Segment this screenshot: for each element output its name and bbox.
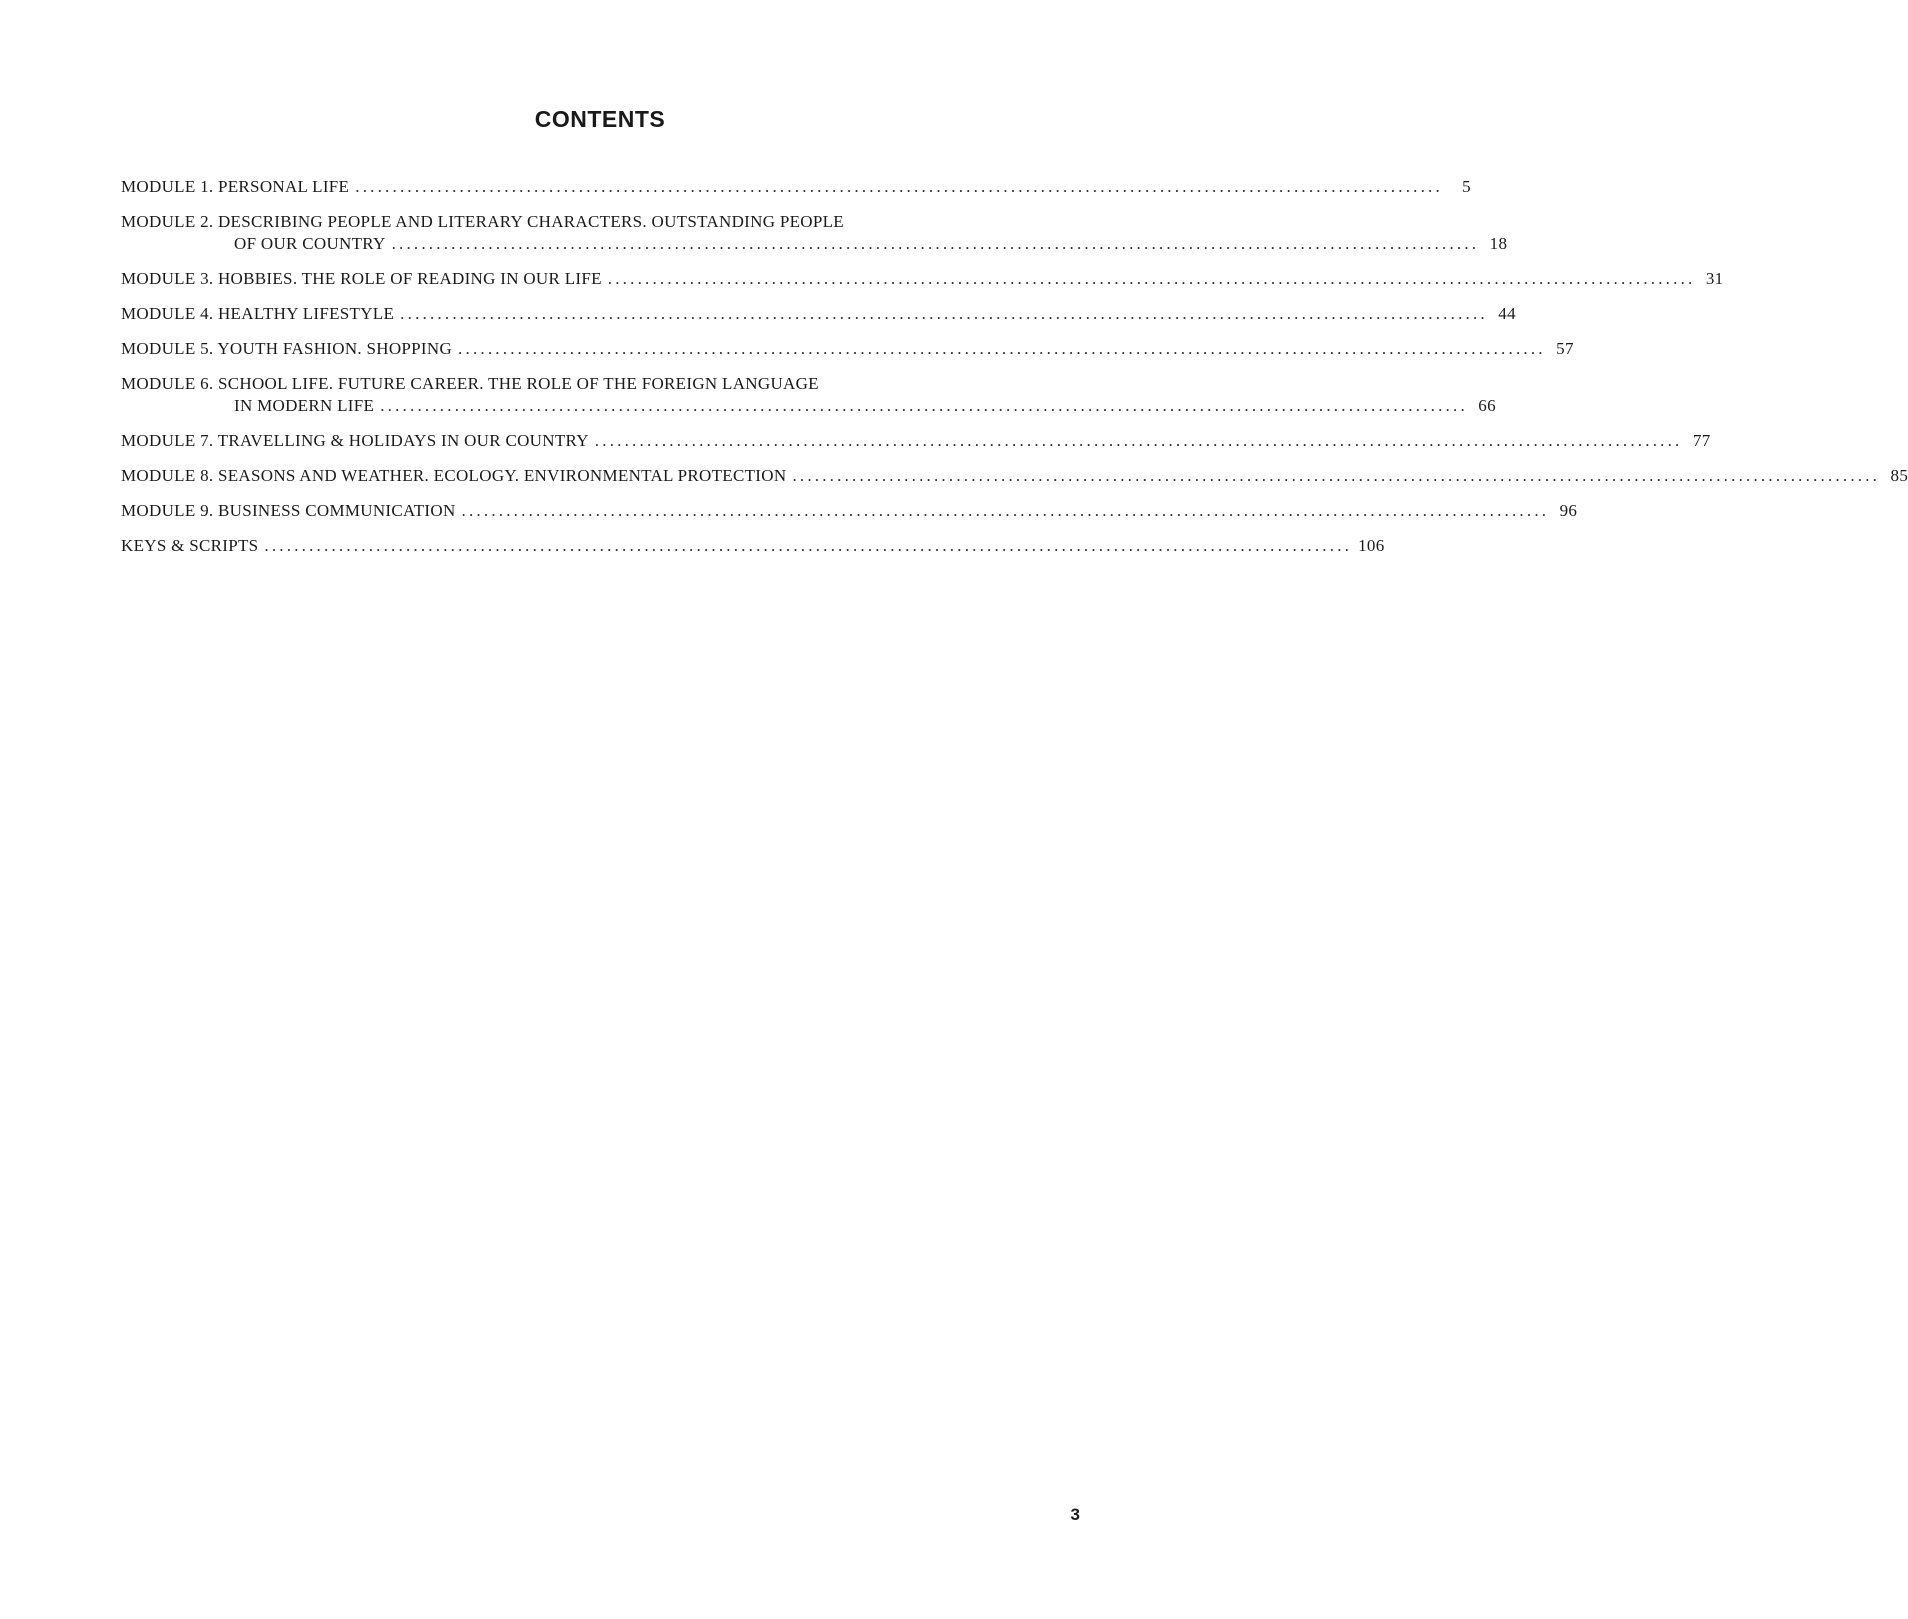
toc-page-number: 31 xyxy=(1705,269,1724,288)
toc-page-number: 57 xyxy=(1556,339,1574,358)
toc-entry-label: KEYS & SCRIPTS xyxy=(121,536,259,555)
toc-entry xyxy=(121,211,1508,255)
toc-entry-label-continued: IN MODERN LIFE xyxy=(234,396,375,415)
toc-entry-label: MODULE 5. YOUTH FASHION. SHOPPING xyxy=(121,339,453,358)
toc-entry-label: MODULE 9. BUSINESS COMMUNICATION xyxy=(121,501,456,520)
toc-entry xyxy=(121,176,1471,198)
toc-page-number: 44 xyxy=(1498,304,1516,323)
toc-page-number: 106 xyxy=(1358,536,1385,555)
toc-entry xyxy=(121,535,1385,557)
dot-leader: .................................................................................................................................................. xyxy=(391,234,1480,253)
dot-leader: .................................................................................................................................................. xyxy=(607,269,1696,288)
toc-entry xyxy=(121,465,1908,487)
toc-entry-label: MODULE 4. HEALTHY LIFESTYLE xyxy=(121,304,395,323)
toc-page-number: 77 xyxy=(1692,431,1711,450)
dot-leader: .................................................................................................................................................. xyxy=(264,536,1353,555)
page-number: 3 xyxy=(1070,1505,1080,1524)
toc-entry xyxy=(121,373,1496,417)
dot-leader: .................................................................................................................................................. xyxy=(461,501,1550,520)
toc-entry xyxy=(121,268,1724,290)
toc-entry-label: MODULE 6. SCHOOL LIFE. FUTURE CAREER. THE ROLE OF THE FOREIGN LANGUAGE xyxy=(121,374,819,393)
dot-leader: .................................................................................................................................................. xyxy=(355,177,1443,196)
dot-leader: .................................................................................................................................................. xyxy=(380,396,1468,415)
toc-page-number: 5 xyxy=(1462,177,1471,196)
toc-entry-label: MODULE 8. SEASONS AND WEATHER. ECOLOGY. ENVIRONMENTAL PROTECTION xyxy=(121,466,787,485)
toc-entry xyxy=(121,500,1578,522)
toc-entry xyxy=(121,338,1574,360)
toc-page-number: 18 xyxy=(1489,234,1508,253)
page-title: CONTENTS xyxy=(534,106,666,132)
toc-entry xyxy=(121,303,1516,325)
toc-entry-label: MODULE 2. DESCRIBING PEOPLE AND LITERARY CHARACTERS. OUTSTANDING PEOPLE xyxy=(121,212,844,231)
dot-leader: .................................................................................................................................................. xyxy=(594,431,1683,450)
toc-page-number: 85 xyxy=(1890,466,1908,485)
toc-page-number: 66 xyxy=(1478,396,1496,415)
table-of-contents xyxy=(121,176,1908,570)
toc-page-number: 96 xyxy=(1559,501,1578,520)
toc-entry-label: MODULE 7. TRAVELLING & HOLIDAYS IN OUR COUNTRY xyxy=(121,431,589,450)
dot-leader: .................................................................................................................................................. xyxy=(400,304,1488,323)
toc-entry-label: MODULE 3. HOBBIES. THE ROLE OF READING IN OUR LIFE xyxy=(121,269,602,288)
toc-entry xyxy=(121,430,1711,452)
dot-leader: .................................................................................................................................................. xyxy=(792,466,1881,485)
dot-leader: .................................................................................................................................................. xyxy=(458,339,1546,358)
toc-entry-label: MODULE 1. PERSONAL LIFE xyxy=(121,177,350,196)
toc-entry-label-continued: OF OUR COUNTRY xyxy=(234,234,386,253)
